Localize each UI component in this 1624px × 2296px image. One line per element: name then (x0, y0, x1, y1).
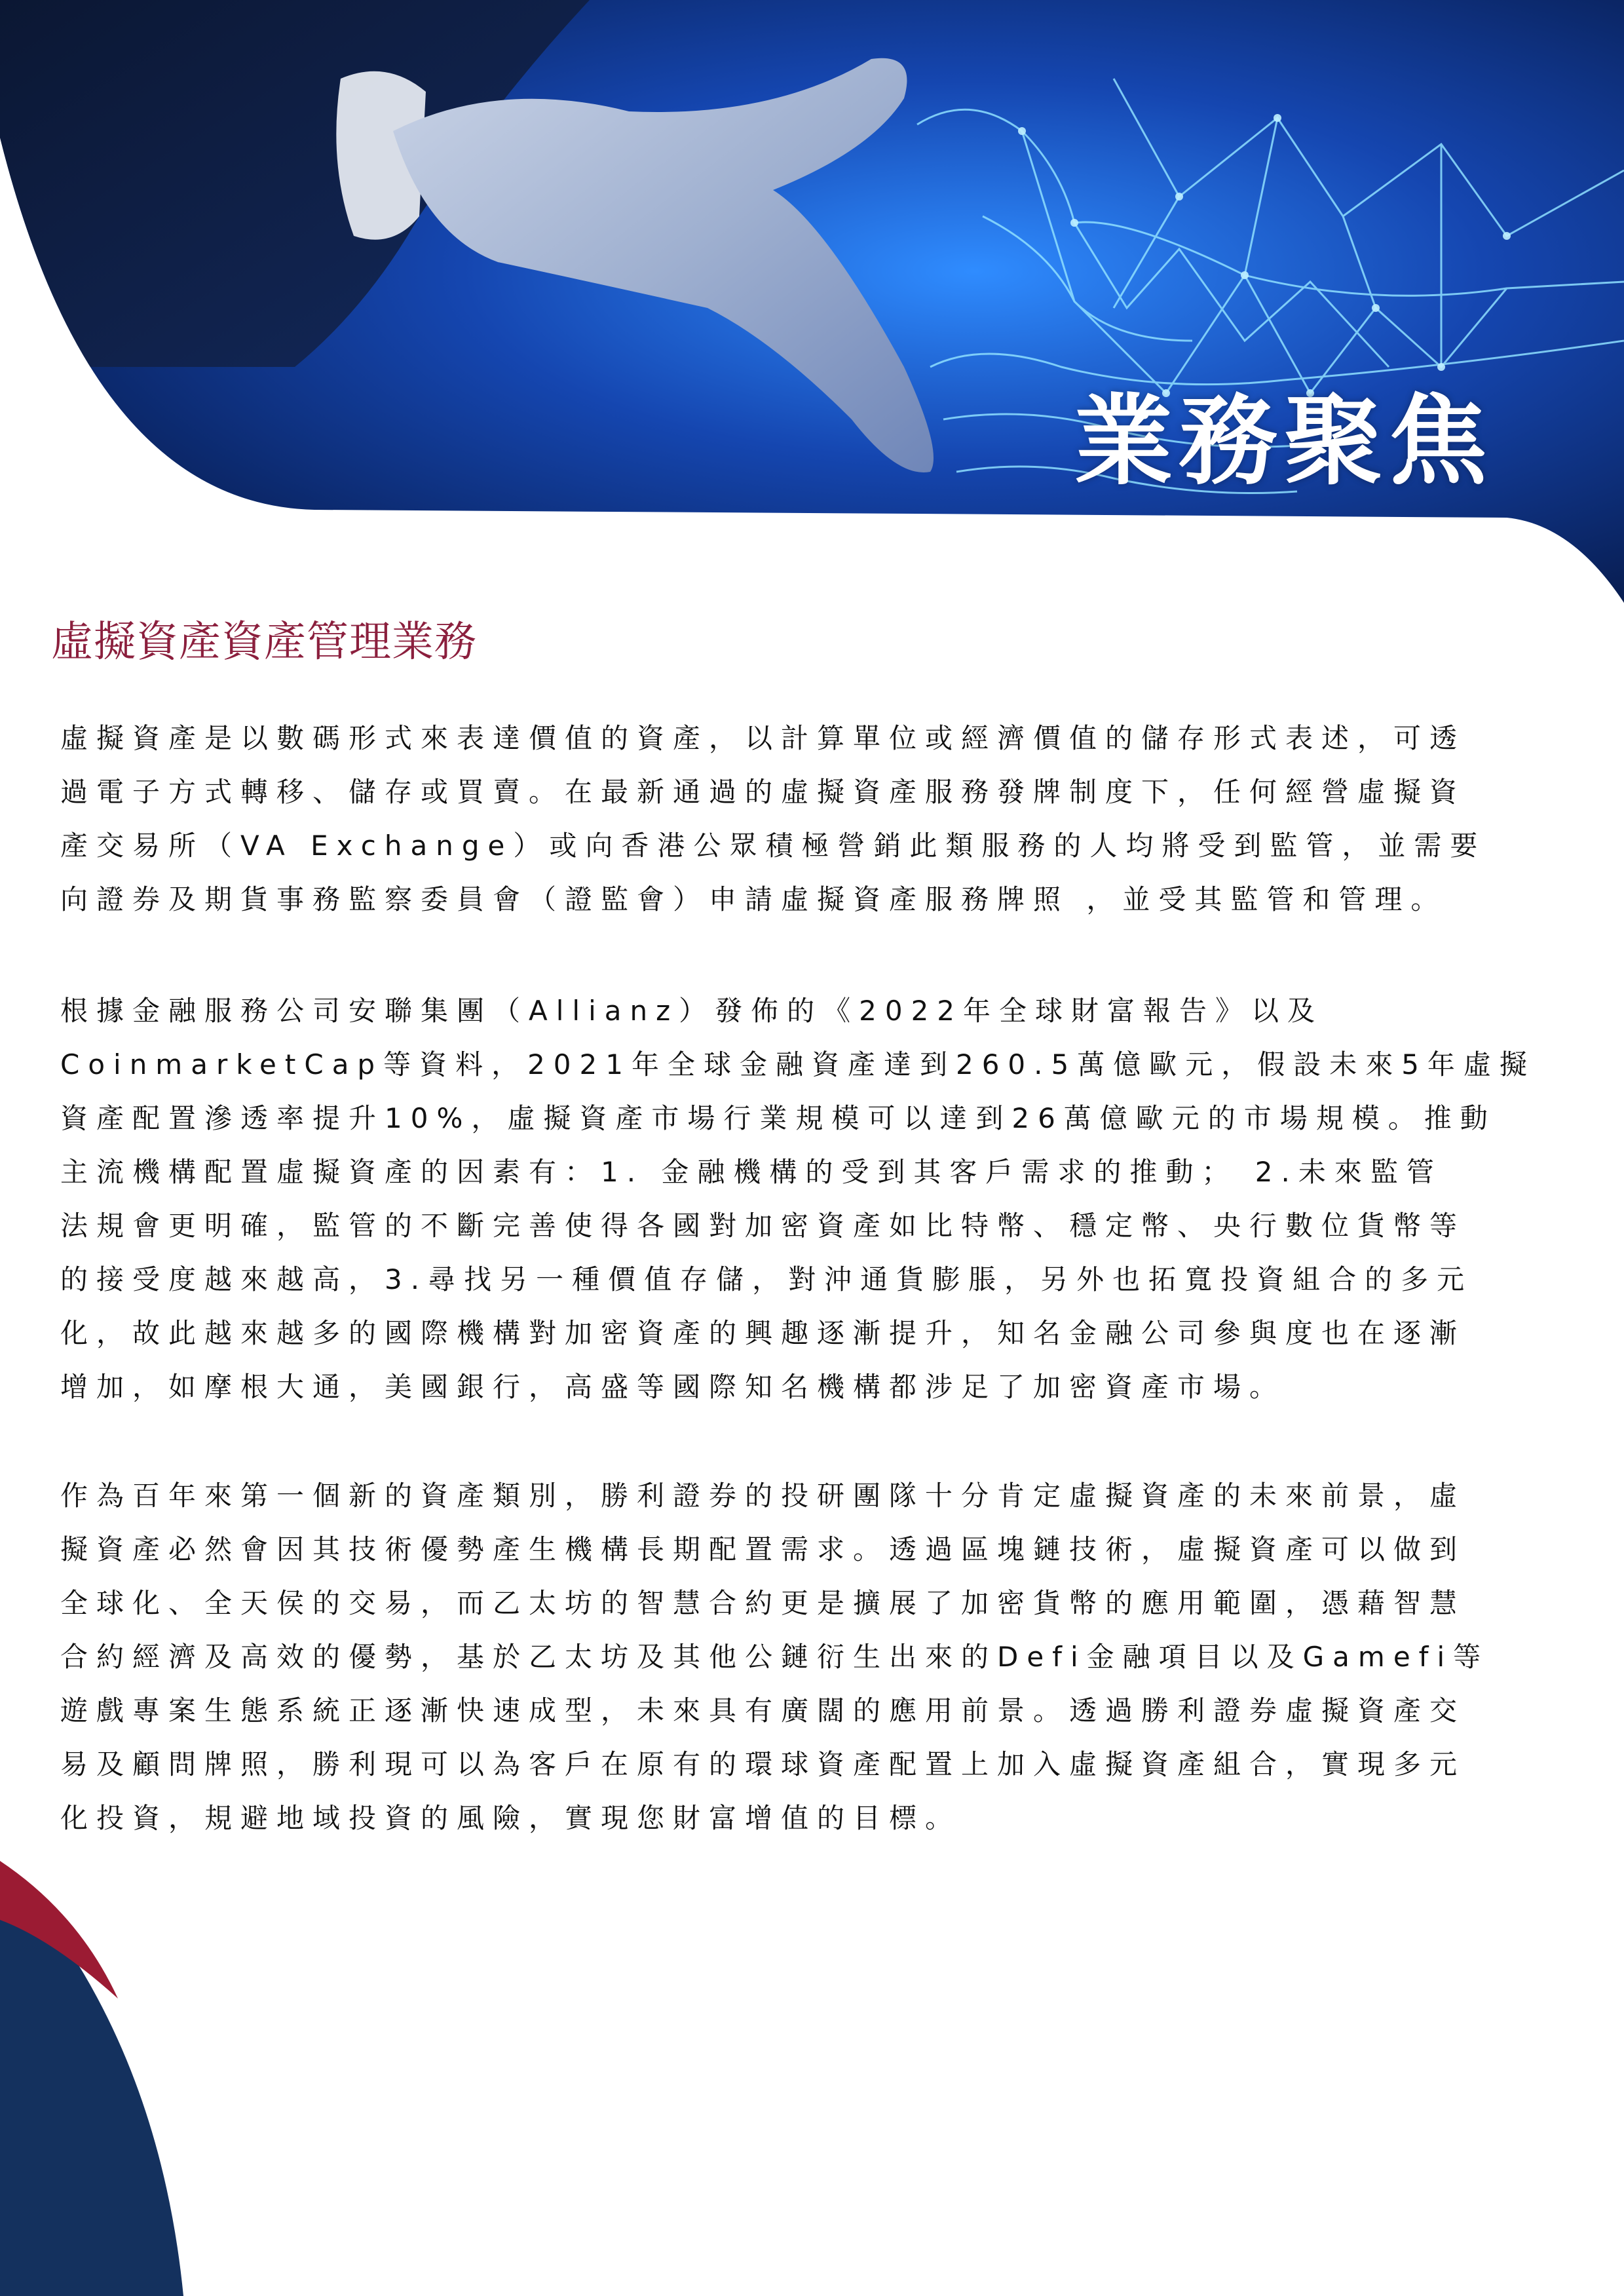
paragraph-line: 法規會更明確，監管的不斷完善使得各國對加密資產如比特幣、穩定幣、央行數位貨幣等 (60, 1210, 1466, 1242)
paragraph-line: 根據金融服務公司安聯集團（Allianz）發佈的《2022年全球財富報告》以及 (60, 995, 1324, 1027)
banner-image (0, 0, 1624, 603)
paragraph-line: 過電子方式轉移、儲存或買賣。在最新通過的虛擬資產服務發牌制度下，任何經營虛擬資 (60, 776, 1466, 808)
paragraph-3 (60, 1469, 1587, 1845)
paragraph-line: 易及顧問牌照，勝利現可以為客戶在原有的環球資產配置上加入虛擬資產組合，實現多元 (60, 1748, 1466, 1780)
paragraph-line: 全球化、全天侯的交易，而乙太坊的智慧合約更是擴展了加密貨幣的應用範圍，憑藉智慧 (60, 1587, 1466, 1619)
paragraph-line: 主流機構配置虛擬資產的因素有：1. 金融機構的受到其客戶需求的推動； 2.未來監管 (60, 1156, 1443, 1188)
paragraph-line: 增加，如摩根大通，美國銀行，高盛等國際知名機構都涉足了加密資產市場。 (60, 1371, 1286, 1403)
paragraph-line: 擬資產必然會因其技術優勢產生機構長期配置需求。透過區塊鏈技術，虛擬資產可以做到 (60, 1533, 1466, 1565)
banner-title: 業務聚焦 (1074, 385, 1494, 499)
paragraph-1 (60, 712, 1587, 927)
paragraph-line: 的接受度越來越高，3.尋找另一種價值存儲，對沖通貨膨脹，另外也拓寬投資組合的多元 (60, 1263, 1473, 1295)
paragraph-line: 遊戲專案生態系統正逐漸快速成型，未來具有廣闊的應用前景。透過勝利證券虛擬資產交 (60, 1694, 1466, 1727)
paragraph-2 (60, 984, 1587, 1414)
paragraph-line: 化，故此越來越多的國際機構對加密資產的興趣逐漸提升，知名金融公司參與度也在逐漸 (60, 1317, 1466, 1349)
paragraph-line: 向證券及期貨事務監察委員會（證監會）申請虛擬資產服務牌照 ，並受其監管和管理。 (60, 883, 1447, 915)
paragraph-line: 合約經濟及高效的優勢，基於乙太坊及其他公鏈衍生出來的Defi金融項目以及Gamefi等 (60, 1641, 1490, 1673)
paragraph-line: CoinmarketCap等資料，2021年全球金融資產達到260.5萬億歐元，假設未來5年虛擬 (60, 1048, 1536, 1081)
paragraph-line: 化投資，規避地域投資的風險，實現您財富增值的目標。 (60, 1802, 962, 1834)
paragraph-line: 虛擬資產是以數碼形式來表達價值的資產，以計算單位或經濟價值的儲存形式表述，可透 (60, 722, 1466, 754)
paragraph-line: 產交易所（VA Exchange）或向香港公眾積極營銷此類服務的人均將受到監管，並需要 (60, 830, 1486, 862)
section-title: 虛擬資產資產管理業務 (51, 618, 477, 666)
paragraph-line: 作為百年來第一個新的資產類別，勝利證券的投研團隊十分肯定虛擬資產的未來前景，虛 (60, 1480, 1466, 1512)
paragraph-line: 資產配置滲透率提升10%，虛擬資產市場行業規模可以達到26萬億歐元的市場規模。推動 (60, 1102, 1496, 1134)
